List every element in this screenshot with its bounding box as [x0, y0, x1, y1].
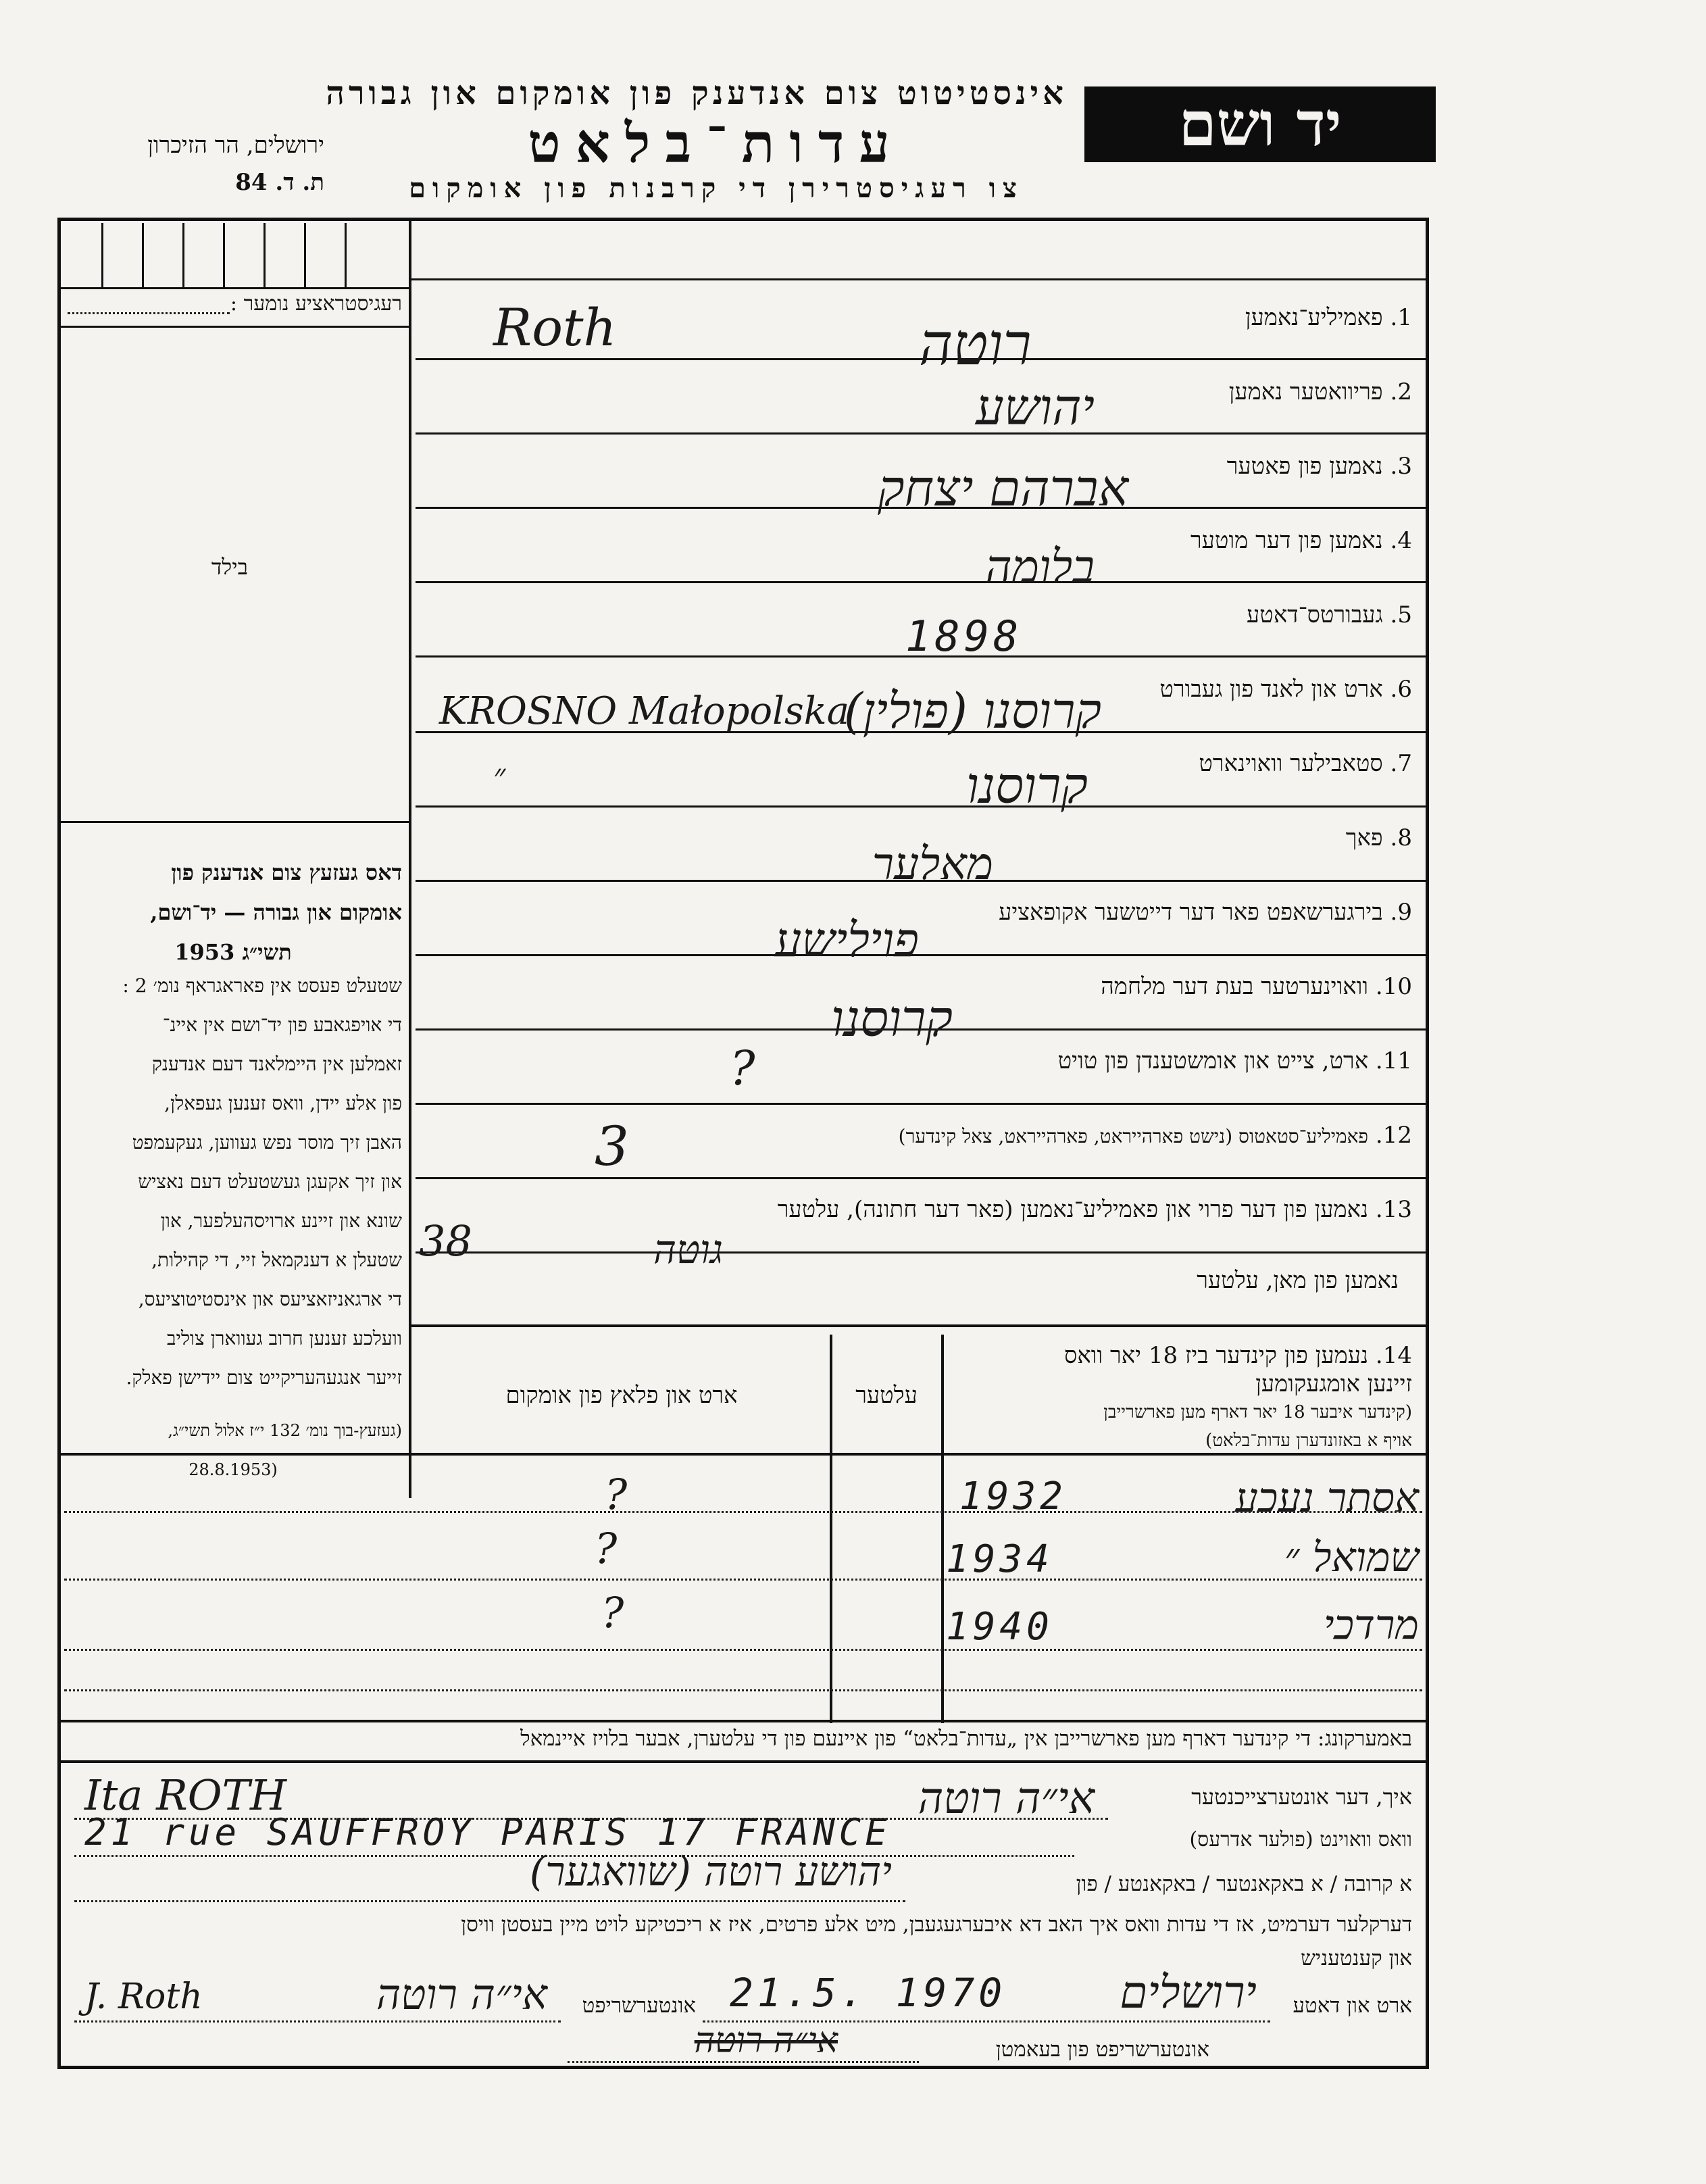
field-label: ארט, צייט און אומשטענדן פון טויט [1057, 1047, 1369, 1074]
law-paragraph-line: שטעלן א דענקמאל זיי, די קהילות, [151, 1249, 402, 1271]
declaration-text: דערקלער דערמיט, אז די עדות וואס איך האב דא איבערגעגעבן, מיט אלע פרטים, איז א ריכטיקע לויט מיין בעסטן וויסן [461, 1912, 1412, 1937]
birth-place-hebrew-value[interactable]: קרוסנו (פולין) [843, 682, 1101, 739]
field-number: 1. [1390, 304, 1412, 331]
page-title: עדות־בלאט [528, 111, 905, 175]
law-paragraph-line: שונא און זיינע ארויסהעלפער, און [160, 1210, 402, 1232]
institute-name: אינסטיטוט צום אנדענק פון אומקום און גבורה [326, 74, 1068, 112]
field-number: 8. [1390, 824, 1412, 851]
field-label: פאמיליע־סטאטוס (נישט פארהייראט, פארהייראט, צאל קינדער) [898, 1125, 1369, 1147]
family-name-hebrew-value[interactable]: רוטה [919, 311, 1032, 378]
law-note [64, 853, 402, 972]
law-note-line: תשי״ג 1953 [174, 939, 292, 965]
field-rule [416, 1103, 1426, 1105]
place-date-label: ארט און דאטע [1293, 1993, 1412, 2018]
law-paragraph-line: די אויפגאבע פון יד־ושם אין איינ־ [162, 1014, 402, 1036]
signer-label: איך, דער אונטערצייכנטער [1191, 1784, 1412, 1810]
signature-latin-value[interactable]: J. Roth [84, 1977, 203, 2017]
field-number: 5. [1390, 601, 1412, 628]
death-circumstances-value[interactable]: ? [730, 1041, 755, 1096]
signature-hebrew-value[interactable]: אי״ה רוטה [376, 1970, 547, 2019]
relation-label: א קרובה / א באקאנטער / באקאנטע / פון [1076, 1872, 1412, 1896]
permanent-residence-value[interactable]: קרוסנו [966, 757, 1088, 815]
row-rule [64, 1511, 1422, 1513]
address-label: וואס וואוינט (פולער אדרעס) [1189, 1828, 1412, 1852]
law-paragraph-line: די ארגאניזאציעס און אינסטיטוציעס, [138, 1288, 402, 1310]
family-status-value[interactable]: 3 [595, 1115, 629, 1178]
child-year-value[interactable]: 1932 [959, 1474, 1067, 1518]
field-number: 4. [1390, 527, 1412, 554]
birth-place-latin-value[interactable]: KROSNO Małopolska [439, 689, 850, 733]
field-label: בירגערשאפט פאר דער דייטשער אקופאציע [999, 899, 1383, 926]
date-value[interactable]: 21.5. 1970 [730, 1970, 1007, 2016]
child-year-value[interactable]: 1934 [946, 1537, 1053, 1581]
institute-address: ירושלים, הר הזיכרון [147, 132, 324, 159]
field-number: 7. [1390, 750, 1412, 777]
profession-value[interactable]: מאלער [872, 838, 993, 890]
po-box-number: ת. ד. 84 [235, 169, 324, 196]
field-number: 9. [1390, 899, 1412, 926]
law-note-line: אומקום און גבורה — יד־ושם, [150, 899, 402, 925]
yad-vashem-logo: יד ושם [1084, 86, 1436, 162]
child-name-value[interactable]: מרדכי [1323, 1602, 1419, 1649]
official-signature-label: אונטערשריפט פון בעאמטן [995, 2037, 1209, 2062]
field-rule [416, 1251, 1426, 1254]
left-column-divider [409, 218, 411, 1498]
field-citizenship-label [878, 899, 1412, 926]
field-rule [416, 1177, 1426, 1179]
field-label: סטאבילער וואוינארט [1199, 750, 1383, 777]
first-name-value[interactable]: יהושע [976, 378, 1095, 437]
field-profession-label [1013, 824, 1412, 851]
fields-top-rule [409, 278, 1429, 280]
field-label: נאמען פון פאטער [1226, 453, 1383, 480]
children-place-header: ארט און פלאץ פון אומקום [505, 1382, 738, 1409]
ditto-mark: ״ [493, 757, 506, 795]
child-year-value[interactable]: 1940 [946, 1605, 1053, 1649]
field-label: וואוינערטער בעת דער מלחמה [1101, 973, 1369, 1000]
child-place-value[interactable]: ? [595, 1524, 618, 1573]
registration-number-boxes [61, 223, 409, 287]
law-paragraph-line: פון אלע יידן, וואס זענען געפאלן, [164, 1092, 402, 1114]
children-label-line: זיינען אומגעקומען [1255, 1370, 1412, 1397]
law-citation: (געזעץ-בוך נומ׳ 132 י״ז אלול תשי״ג, [168, 1421, 402, 1440]
field-rule [416, 805, 1426, 808]
law-paragraph-line: וועלכע זענען חרוב געווארן צוליב [166, 1327, 402, 1349]
law-paragraph-line: זייער אנגעהעריקייט צום יידישן פאלק. [126, 1366, 402, 1389]
table-row [61, 1520, 1426, 1581]
child-name-value[interactable]: אסתר נעכע [1234, 1474, 1419, 1522]
field-rule [416, 954, 1426, 956]
field-number: 14. [1375, 1342, 1412, 1369]
child-name-value[interactable]: שמואל ״ [1284, 1534, 1419, 1581]
remark-bottom-rule [61, 1760, 1426, 1763]
page-subtitle: צו רעגיסטרירן די קרבנות פון אומקום [409, 172, 1024, 204]
law-note-line: דאס געזעץ צום אנדענק פון [171, 860, 402, 885]
signature-label: אונטערשריפט [582, 1993, 696, 2018]
field-number: 3. [1390, 453, 1412, 480]
law-paragraph-line: האבן זיך מוסר נפש געווען, געקעמפט [132, 1131, 402, 1153]
photo-label: בילד [211, 554, 249, 580]
field-family-status-label [743, 1122, 1412, 1149]
field-spouse-name-label [676, 1196, 1412, 1223]
children-label-line: אויף א באזונדערן עדות־בלאט) [1205, 1431, 1412, 1451]
field-number: 12. [1375, 1122, 1412, 1149]
declaration-text-cont: און קענטעניש [1301, 1946, 1412, 1970]
child-place-value[interactable]: ? [605, 1470, 628, 1519]
field-label: נאמען פון דער פרוי און פאמיליע־נאמען (פאר דער חתונה), עלטער [777, 1196, 1369, 1223]
field-label: פאך [1345, 824, 1383, 851]
field-label: פריוואטער נאמען [1228, 378, 1383, 405]
field-label: ארט און לאנד פון געבורט [1159, 676, 1383, 703]
address-value[interactable]: 21 rue SAUFFROY PARIS 17 FRANCE [84, 1811, 891, 1854]
row-rule [64, 1649, 1422, 1651]
law-paragraph-line: שטעלט פעסט אין פאראגראף נומ׳ 2 : [122, 974, 402, 997]
field-label: נאמען פון דער מוטער [1190, 527, 1383, 554]
relation-field [74, 1900, 905, 1902]
field-wartime-residence-label [946, 973, 1412, 1000]
law-paragraph-line: זאמלען אין היימלאנד דעם אנדענק [151, 1053, 402, 1075]
registration-number-field[interactable] [68, 312, 230, 314]
children-age-header: עלטער [855, 1382, 918, 1409]
official-signature-value[interactable]: אי״ה רוטה [694, 2020, 838, 2061]
field-birth-date-label [1013, 601, 1412, 628]
signature-field [74, 2020, 561, 2022]
row-rule [64, 1689, 1422, 1691]
child-place-value[interactable]: ? [601, 1588, 624, 1637]
mother-name-value[interactable]: בלומה [984, 541, 1095, 594]
field-label: געבורטס־דאטע [1247, 601, 1383, 628]
place-value[interactable]: ירושלים [1120, 1966, 1257, 2018]
children-label-line: נעמען פון קינדער ביז 18 יאר וואס [1064, 1342, 1369, 1369]
law-paragraph-line: און זיך אקעגן געשטעלט דעם נאציש [138, 1170, 402, 1193]
spouse-age-value[interactable]: 38 [419, 1216, 472, 1266]
citizenship-value[interactable]: פוילישע [774, 912, 919, 968]
field-label: פאמיליע־נאמען [1245, 304, 1383, 331]
signer-latin-value[interactable]: Ita ROTH [84, 1770, 287, 1820]
official-signature-field [568, 2061, 919, 2063]
remark-top-rule [61, 1720, 1426, 1722]
law-paragraph [64, 966, 402, 1489]
relation-value[interactable]: יהושע רוטה (שוואגער) [529, 1848, 892, 1895]
registration-divider [61, 326, 409, 328]
field-rule [409, 1324, 1429, 1327]
birth-date-value[interactable]: 1898 [905, 612, 1023, 661]
registration-number-label: רעגיסטראציע נומער : [230, 292, 402, 316]
children-label [946, 1341, 1412, 1455]
table-row [61, 1588, 1426, 1649]
field-death-circumstances-label [946, 1047, 1412, 1074]
field-number: 11. [1375, 1047, 1412, 1074]
children-header-rule [61, 1453, 1426, 1456]
field-number: 6. [1390, 676, 1412, 703]
photo-area-divider [61, 821, 409, 823]
wartime-residence-value[interactable]: קרוסנו [831, 990, 953, 1048]
children-label-line: (קינדער איבער 18 יאר דארף מען פארשרייבן [1103, 1402, 1412, 1422]
row-rule [64, 1579, 1422, 1581]
family-name-latin-value[interactable]: Roth [493, 297, 617, 357]
father-name-value[interactable]: אברהם יצחק [877, 460, 1128, 518]
field-number: 13. [1375, 1196, 1412, 1223]
spouse-name-value[interactable]: גוטה [653, 1226, 723, 1272]
field-husband-name-label: נאמען פון מאן, עלטער [1197, 1267, 1399, 1294]
field-number: 2. [1390, 378, 1412, 405]
law-date: (28.8.1953 [189, 1460, 278, 1479]
field-number: 10. [1375, 973, 1412, 1000]
remark-note: באמערקונג: די קינדער דארף מען פארשרייבן אין „עדות־בלאט“ פון איינעם פון די עלטערן, אבער בלויז איינמאל [520, 1727, 1412, 1751]
signer-hebrew-value[interactable]: אי״ה רוטה [918, 1774, 1095, 1824]
